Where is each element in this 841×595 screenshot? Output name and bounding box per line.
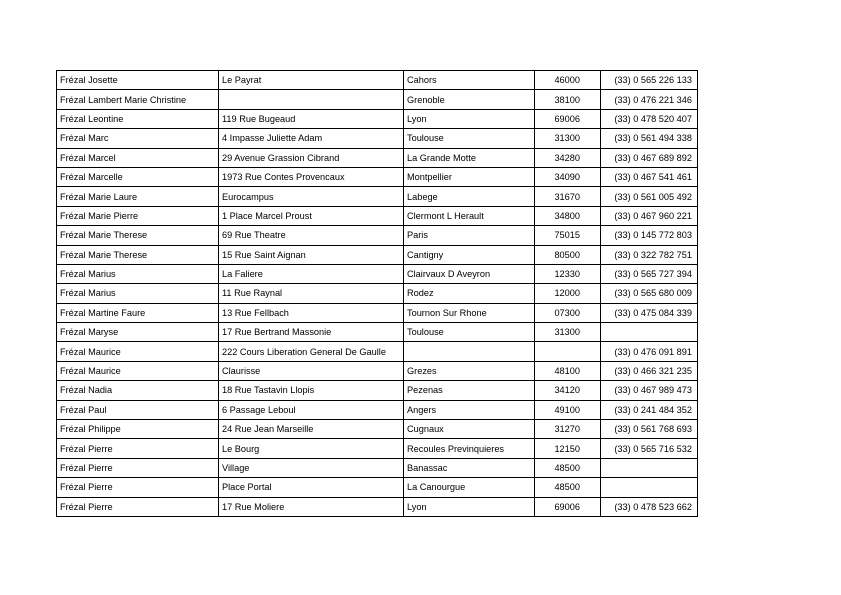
city-cell: Cahors xyxy=(404,71,535,90)
phone-cell: (33) 0 475 084 339 xyxy=(601,303,698,322)
address-cell: 6 Passage Leboul xyxy=(219,400,404,419)
zip-cell: 48500 xyxy=(535,458,601,477)
city-cell xyxy=(404,342,535,361)
phone-cell: (33) 0 565 716 532 xyxy=(601,439,698,458)
table-row xyxy=(57,497,698,516)
zip-cell: 12330 xyxy=(535,264,601,283)
name-cell: Frézal Pierre xyxy=(57,478,219,497)
name-cell: Frézal Martine Faure xyxy=(57,303,219,322)
zip-cell: 31670 xyxy=(535,187,601,206)
zip-cell: 69006 xyxy=(535,109,601,128)
address-cell: Place Portal xyxy=(219,478,404,497)
address-cell: 24 Rue Jean Marseille xyxy=(219,420,404,439)
address-cell: 4 Impasse Juliette Adam xyxy=(219,129,404,148)
city-cell: La Grande Motte xyxy=(404,148,535,167)
name-cell: Frézal Marcel xyxy=(57,148,219,167)
name-cell: Frézal Leontine xyxy=(57,109,219,128)
city-cell: Lyon xyxy=(404,497,535,516)
phone-cell: (33) 0 145 772 803 xyxy=(601,226,698,245)
name-cell: Frézal Marius xyxy=(57,284,219,303)
zip-cell: 48500 xyxy=(535,478,601,497)
phone-cell: (33) 0 476 221 346 xyxy=(601,90,698,109)
phone-cell: (33) 0 466 321 235 xyxy=(601,361,698,380)
address-cell: 18 Rue Tastavin Llopis xyxy=(219,381,404,400)
phone-cell: (33) 0 565 680 009 xyxy=(601,284,698,303)
address-cell: 119 Rue Bugeaud xyxy=(219,109,404,128)
phone-cell: (33) 0 561 494 338 xyxy=(601,129,698,148)
zip-cell: 34280 xyxy=(535,148,601,167)
zip-cell: 48100 xyxy=(535,361,601,380)
phone-cell xyxy=(601,458,698,477)
phone-cell: (33) 0 478 520 407 xyxy=(601,109,698,128)
directory-body xyxy=(57,71,698,517)
table-row xyxy=(57,284,698,303)
city-cell: Recoules Previnquieres xyxy=(404,439,535,458)
name-cell: Frézal Maurice xyxy=(57,361,219,380)
zip-cell: 31300 xyxy=(535,129,601,148)
address-cell: Le Payrat xyxy=(219,71,404,90)
table-row xyxy=(57,478,698,497)
phone-cell xyxy=(601,478,698,497)
city-cell: Grenoble xyxy=(404,90,535,109)
name-cell: Frézal Pierre xyxy=(57,439,219,458)
name-cell: Frézal Nadia xyxy=(57,381,219,400)
city-cell: Rodez xyxy=(404,284,535,303)
table-row xyxy=(57,420,698,439)
table-row xyxy=(57,439,698,458)
address-cell: Claurisse xyxy=(219,361,404,380)
address-cell: 11 Rue Raynal xyxy=(219,284,404,303)
name-cell: Frézal Maryse xyxy=(57,323,219,342)
table-row xyxy=(57,206,698,225)
phone-cell: (33) 0 467 989 473 xyxy=(601,381,698,400)
city-cell: La Canourgue xyxy=(404,478,535,497)
city-cell: Tournon Sur Rhone xyxy=(404,303,535,322)
city-cell: Paris xyxy=(404,226,535,245)
table-row xyxy=(57,90,698,109)
zip-cell: 49100 xyxy=(535,400,601,419)
table-row xyxy=(57,264,698,283)
address-cell: 222 Cours Liberation General De Gaulle xyxy=(219,342,404,361)
zip-cell: 34800 xyxy=(535,206,601,225)
address-cell: Le Bourg xyxy=(219,439,404,458)
table-row xyxy=(57,400,698,419)
table-row xyxy=(57,303,698,322)
address-cell: 13 Rue Fellbach xyxy=(219,303,404,322)
zip-cell: 80500 xyxy=(535,245,601,264)
name-cell: Frézal Josette xyxy=(57,71,219,90)
city-cell: Grezes xyxy=(404,361,535,380)
name-cell: Frézal Marie Pierre xyxy=(57,206,219,225)
city-cell: Clermont L Herault xyxy=(404,206,535,225)
address-cell: 1973 Rue Contes Provencaux xyxy=(219,167,404,186)
address-cell: La Faliere xyxy=(219,264,404,283)
directory-table xyxy=(56,70,698,517)
address-cell: 15 Rue Saint Aignan xyxy=(219,245,404,264)
zip-cell: 38100 xyxy=(535,90,601,109)
phone-cell: (33) 0 478 523 662 xyxy=(601,497,698,516)
address-cell: 1 Place Marcel Proust xyxy=(219,206,404,225)
phone-cell: (33) 0 467 960 221 xyxy=(601,206,698,225)
zip-cell: 07300 xyxy=(535,303,601,322)
table-row xyxy=(57,245,698,264)
table-row xyxy=(57,167,698,186)
phone-cell: (33) 0 561 005 492 xyxy=(601,187,698,206)
city-cell: Cantigny xyxy=(404,245,535,264)
name-cell: Frézal Marie Therese xyxy=(57,226,219,245)
table-row xyxy=(57,109,698,128)
phone-cell: (33) 0 467 689 892 xyxy=(601,148,698,167)
phone-cell: (33) 0 322 782 751 xyxy=(601,245,698,264)
city-cell: Banassac xyxy=(404,458,535,477)
name-cell: Frézal Pierre xyxy=(57,458,219,477)
city-cell: Clairvaux D Aveyron xyxy=(404,264,535,283)
address-cell: 17 Rue Moliere xyxy=(219,497,404,516)
address-cell: Eurocampus xyxy=(219,187,404,206)
address-cell: 69 Rue Theatre xyxy=(219,226,404,245)
address-cell xyxy=(219,90,404,109)
name-cell: Frézal Marius xyxy=(57,264,219,283)
table-row xyxy=(57,187,698,206)
city-cell: Labege xyxy=(404,187,535,206)
zip-cell: 34120 xyxy=(535,381,601,400)
city-cell: Angers xyxy=(404,400,535,419)
table-row xyxy=(57,323,698,342)
table-row xyxy=(57,458,698,477)
address-cell: 29 Avenue Grassion Cibrand xyxy=(219,148,404,167)
zip-cell: 12150 xyxy=(535,439,601,458)
zip-cell: 12000 xyxy=(535,284,601,303)
name-cell: Frézal Marcelle xyxy=(57,167,219,186)
city-cell: Toulouse xyxy=(404,129,535,148)
zip-cell xyxy=(535,342,601,361)
city-cell: Lyon xyxy=(404,109,535,128)
zip-cell: 46000 xyxy=(535,71,601,90)
name-cell: Frézal Paul xyxy=(57,400,219,419)
table-row xyxy=(57,342,698,361)
phone-cell: (33) 0 565 226 133 xyxy=(601,71,698,90)
city-cell: Pezenas xyxy=(404,381,535,400)
zip-cell: 75015 xyxy=(535,226,601,245)
phone-cell: (33) 0 561 768 693 xyxy=(601,420,698,439)
phone-cell: (33) 0 467 541 461 xyxy=(601,167,698,186)
name-cell: Frézal Marc xyxy=(57,129,219,148)
table-row xyxy=(57,148,698,167)
table-row xyxy=(57,361,698,380)
city-cell: Montpellier xyxy=(404,167,535,186)
zip-cell: 69006 xyxy=(535,497,601,516)
zip-cell: 31270 xyxy=(535,420,601,439)
address-cell: 17 Rue Bertrand Massonie xyxy=(219,323,404,342)
phone-cell: (33) 0 241 484 352 xyxy=(601,400,698,419)
phone-cell: (33) 0 565 727 394 xyxy=(601,264,698,283)
table-row xyxy=(57,381,698,400)
name-cell: Frézal Pierre xyxy=(57,497,219,516)
table-row xyxy=(57,226,698,245)
name-cell: Frézal Maurice xyxy=(57,342,219,361)
zip-cell: 34090 xyxy=(535,167,601,186)
city-cell: Toulouse xyxy=(404,323,535,342)
address-cell: Village xyxy=(219,458,404,477)
table-row xyxy=(57,71,698,90)
name-cell: Frézal Lambert Marie Christine xyxy=(57,90,219,109)
name-cell: Frézal Marie Laure xyxy=(57,187,219,206)
zip-cell: 31300 xyxy=(535,323,601,342)
phone-cell xyxy=(601,323,698,342)
name-cell: Frézal Philippe xyxy=(57,420,219,439)
table-row xyxy=(57,129,698,148)
city-cell: Cugnaux xyxy=(404,420,535,439)
phone-cell: (33) 0 476 091 891 xyxy=(601,342,698,361)
name-cell: Frézal Marie Therese xyxy=(57,245,219,264)
